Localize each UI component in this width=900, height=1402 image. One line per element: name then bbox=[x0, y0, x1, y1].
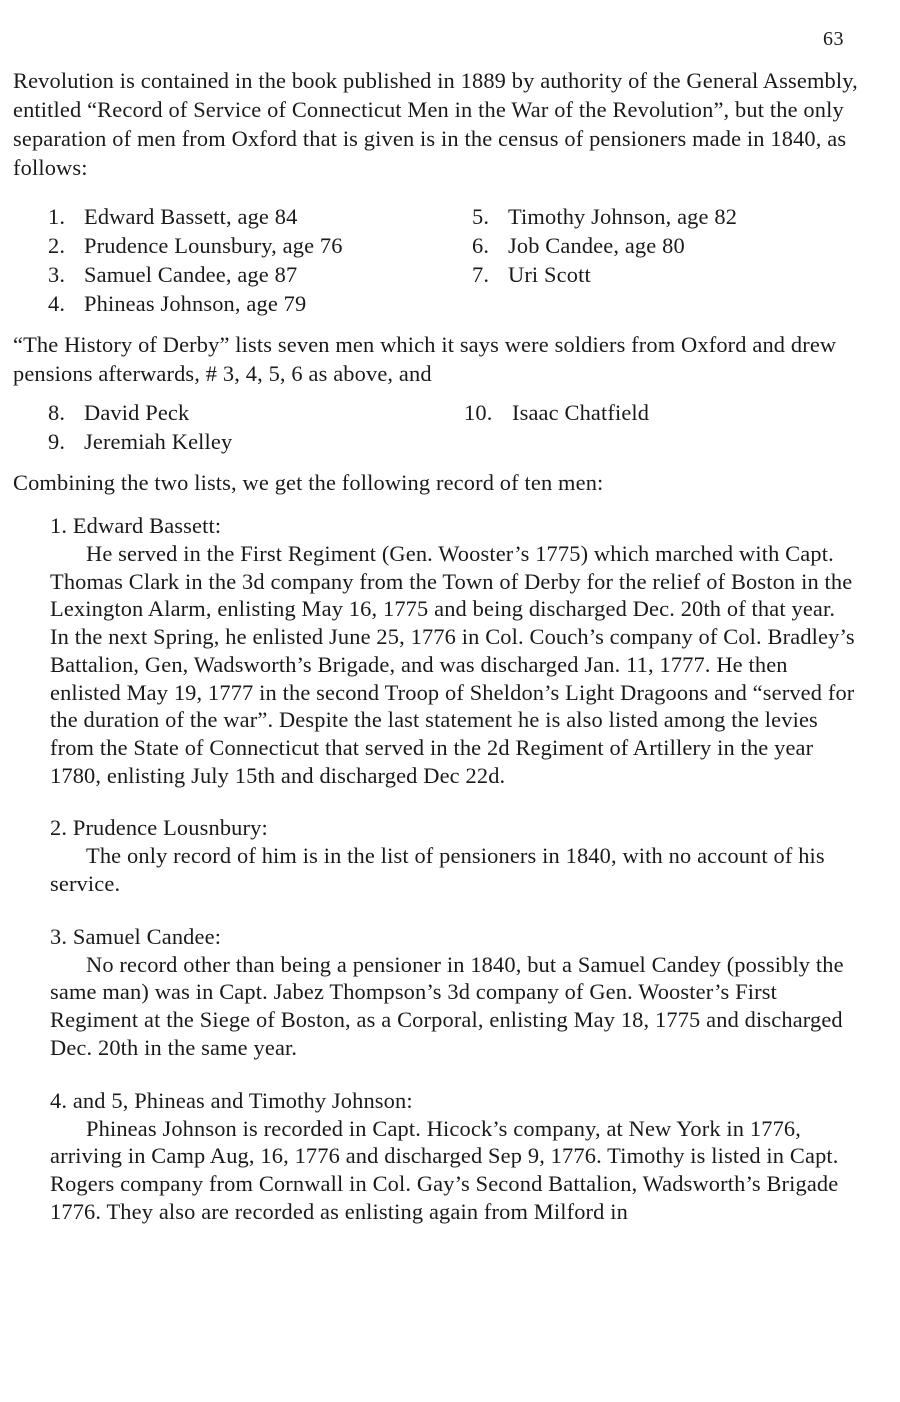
entry-text: Phineas Johnson is recorded in Capt. Hicock’s company, at New York in 1776, arriving in Camp Aug, 16, 1776 and discharged Sep 9, 1776. Timothy is listed in Capt. Rogers company from Cornwall in Col. Gay’s Second Battalion, Wadsworth’s Brigade 1776. They also are recorded as enlisting again from Milford in bbox=[50, 1115, 839, 1224]
page-body bbox=[13, 66, 858, 1225]
list-item: 4. Phineas Johnson, age 79 bbox=[48, 291, 307, 316]
list-item: 10. Isaac Chatfield bbox=[464, 400, 650, 425]
combining-paragraph: Combining the two lists, we get the following record of ten men: bbox=[13, 470, 604, 495]
entry-text: He served in the First Regiment (Gen. Wooster’s 1775) which marched with Capt. Thomas Clark in the 3d company from the Town of Derby for the relief of Boston in the Lexington Alarm, enlisting May 16, 1775 and being discharged Dec. 20th of that year. In the next Spring, he enlisted June 25, 1776 in Col. Couch’s company of Col. Bradley’s Battalion, Gen, Wadsworth’s Brigade, and was discharged Jan. 11, 1777. He then enlisted May 19, 1777 in the second Troop of Sheldon’s Light Dragoons and “served for the duration of the war”. Despite the last statement he is also listed among the levies from the State of Connecticut that served in the 2d Regiment of Artillery in the year 1780, enlisting July 15th and discharged Dec 22d. bbox=[50, 541, 855, 788]
entry-heading: 4. and 5, Phineas and Timothy Johnson: bbox=[50, 1087, 413, 1113]
list-item: 6. Job Candee, age 80 bbox=[472, 233, 685, 258]
entry-heading: 3. Samuel Candee: bbox=[50, 923, 222, 949]
derby-list-left bbox=[48, 398, 464, 456]
derby-paragraph: “The History of Derby” lists seven men which it says were soldiers from Oxford and drew pensions afterwards, # 3, 4, 5, 6 as above, and bbox=[13, 332, 837, 386]
pensioners-list-left bbox=[48, 202, 472, 318]
record-entry bbox=[13, 813, 858, 897]
entry-text: No record other than being a pensioner in 1840, but a Samuel Candey (possibly the same man) was in Capt. Jabez Thompson’s 3d company of Gen. Wooster’s First Regiment at the Siege of Boston, as a Corporal, enlisting May 18, 1775 and discharged Dec. 20th in the same year. bbox=[50, 951, 844, 1060]
derby-list bbox=[13, 398, 858, 456]
derby-list-right bbox=[464, 398, 858, 456]
record-entry bbox=[13, 1086, 858, 1226]
list-item: 9. Jeremiah Kelley bbox=[48, 429, 233, 454]
list-item: 3. Samuel Candee, age 87 bbox=[48, 262, 298, 287]
pensioners-list-right bbox=[472, 202, 858, 318]
list-item: 1. Edward Bassett, age 84 bbox=[48, 204, 298, 229]
record-entry bbox=[13, 922, 858, 1062]
page-number: 63 bbox=[823, 28, 844, 50]
list-item: 8. David Peck bbox=[48, 400, 190, 425]
list-item: 2. Prudence Lounsbury, age 76 bbox=[48, 233, 343, 258]
pensioners-list bbox=[13, 202, 858, 318]
entry-text: The only record of him is in the list of pensioners in 1840, with no account of his service. bbox=[50, 843, 825, 897]
record-entry bbox=[13, 511, 858, 789]
entry-heading: 2. Prudence Lousnbury: bbox=[50, 815, 268, 841]
list-item: 7. Uri Scott bbox=[472, 262, 591, 287]
intro-paragraph: Revolution is contained in the book published in 1889 by authority of the General Assembly, entitled “Record of Service of Connecticut Men in the War of the Revolution”, but the only separation of men from Oxford that is given is in the census of pensioners made in 1840, as follows: bbox=[13, 68, 858, 180]
list-item: 5. Timothy Johnson, age 82 bbox=[472, 204, 738, 229]
entry-heading: 1. Edward Bassett: bbox=[50, 513, 222, 538]
